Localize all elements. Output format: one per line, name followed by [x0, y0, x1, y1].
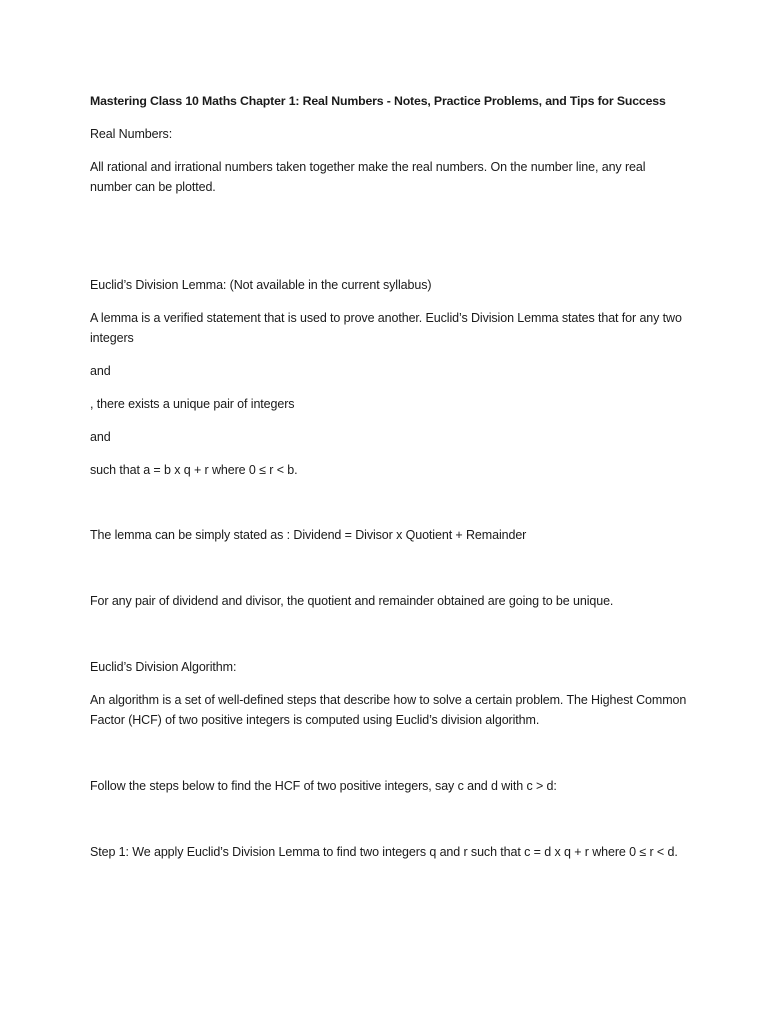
and-line-1: and: [90, 364, 111, 378]
real-numbers-paragraph: All rational and irrational numbers taken together make the real numbers. On the number line, any real number can be plotted.: [90, 160, 646, 194]
uniqueness-statement: For any pair of dividend and divisor, the quotient and remainder obtained are going to be unique.: [90, 594, 614, 608]
lemma-paragraph: A lemma is a verified statement that is used to prove another. Euclid’s Division Lemma states that for any two integers: [90, 311, 682, 345]
real-numbers-heading: Real Numbers:: [90, 127, 173, 141]
algorithm-heading: Euclid’s Division Algorithm:: [90, 660, 237, 674]
unique-pair-line: , there exists a unique pair of integers: [90, 397, 295, 411]
algorithm-paragraph: An algorithm is a set of well-defined steps that describe how to solve a certain problem. The Highest Common Factor (HCF) of two positive integers is computed using Euclid’s division algorithm.: [90, 693, 687, 727]
steps-intro: Follow the steps below to find the HCF of two positive integers, say c and d with c > d:: [90, 779, 557, 793]
lemma-simple-statement: The lemma can be simply stated as : Dividend = Divisor x Quotient + Remainder: [90, 528, 527, 542]
such-that-line: such that a = b x q + r where 0 ≤ r < b.: [90, 463, 298, 477]
lemma-heading: Euclid’s Division Lemma: (Not available in the current syllabus): [90, 278, 432, 292]
document-title: Mastering Class 10 Maths Chapter 1: Real Numbers - Notes, Practice Problems, and Tips for Success: [90, 94, 666, 108]
and-line-2: and: [90, 430, 111, 444]
step-1: Step 1: We apply Euclid’s Division Lemma to find two integers q and r such that c = d x q + r where 0 ≤ r < d.: [90, 845, 678, 859]
